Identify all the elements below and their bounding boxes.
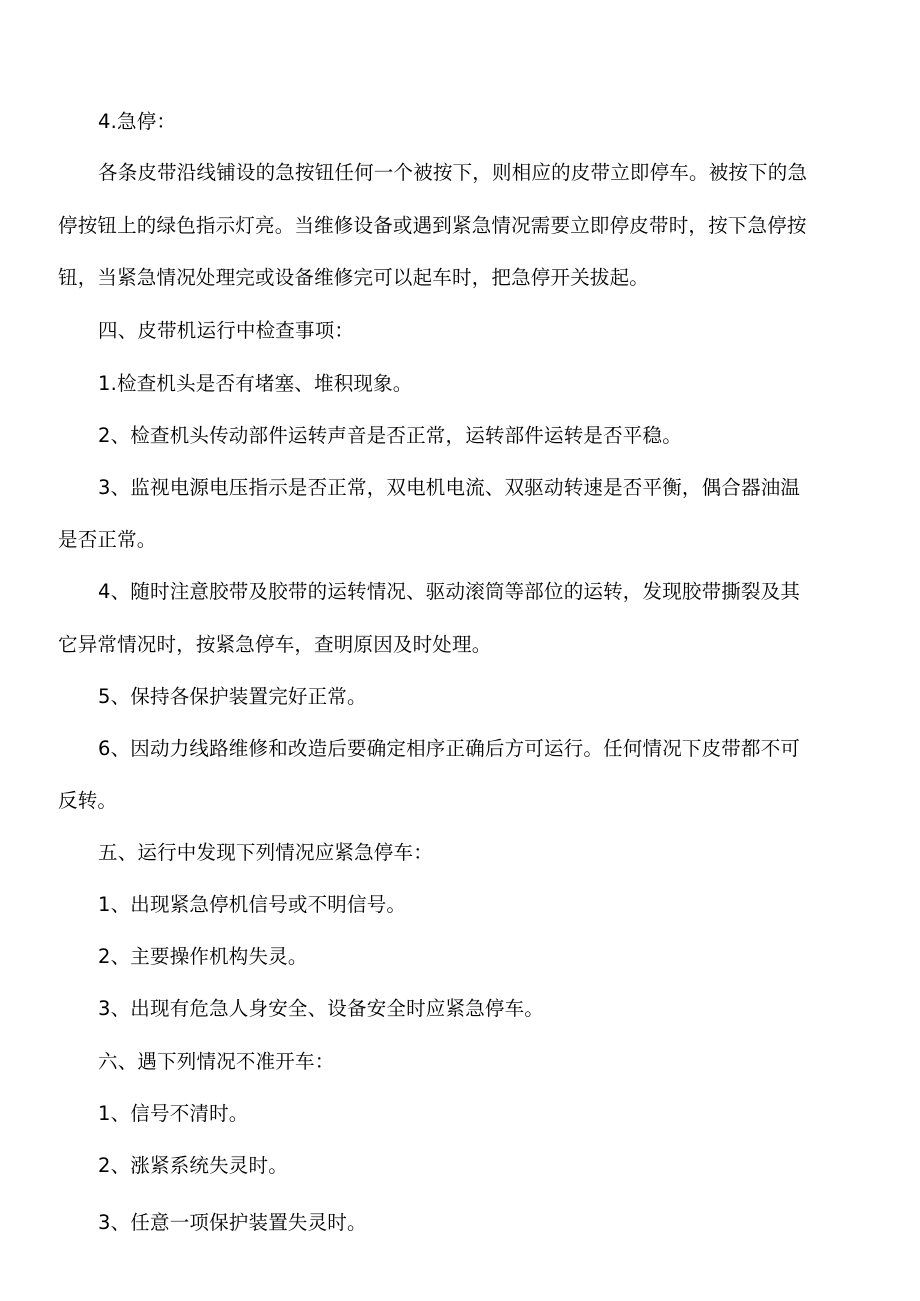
list-item: 3、监视电源电压指示是否正常，双电机电流、双驱动转速是否平衡，偶合器油温 xyxy=(98,476,801,499)
list-item-continuation: 反转。 xyxy=(58,789,118,812)
list-item: 3、任意一项保护装置失灵时。 xyxy=(98,1211,367,1234)
list-item: 6、因动力线路维修和改造后要确定相序正确后方可运行。任何情况下皮带都不可 xyxy=(98,737,801,760)
paragraph-line: 停按钮上的绿色指示灯亮。当维修设备或遇到紧急情况需要立即停皮带时，按下急停按 xyxy=(58,214,807,237)
list-item: 1、出现紧急停机信号或不明信号。 xyxy=(98,893,407,916)
list-item-continuation: 是否正常。 xyxy=(58,528,157,551)
list-item: 1、信号不清时。 xyxy=(98,1102,249,1125)
list-item: 2、主要操作机构失灵。 xyxy=(98,945,308,968)
section-heading-4: 四、皮带机运行中检查事项： xyxy=(98,319,355,342)
list-item: 3、出现有危急人身安全、设备安全时应紧急停车。 xyxy=(98,997,545,1020)
subheading-emergency-stop: 4.急停： xyxy=(98,110,177,133)
list-item-continuation: 它异常情况时，按紧急停车，查明原因及时处理。 xyxy=(58,633,492,656)
section-heading-6: 六、遇下列情况不准开车： xyxy=(98,1050,335,1073)
list-item: 4、随时注意胶带及胶带的运转情况、驱动滚筒等部位的运转，发现胶带撕裂及其 xyxy=(98,580,801,603)
list-item: 5、保持各保护装置完好正常。 xyxy=(98,685,367,708)
section-heading-5: 五、运行中发现下列情况应紧急停车： xyxy=(98,841,433,864)
list-item: 2、检查机头传动部件运转声音是否正常，运转部件运转是否平稳。 xyxy=(98,424,682,447)
paragraph-line: 各条皮带沿线铺设的急按钮任何一个被按下，则相应的皮带立即停车。被按下的急 xyxy=(98,161,808,184)
list-item: 1.检查机头是否有堵塞、堆积现象。 xyxy=(98,372,413,395)
paragraph-line: 钮，当紧急情况处理完或设备维修完可以起车时，把急停开关拔起。 xyxy=(58,266,650,289)
list-item: 2、涨紧系统失灵时。 xyxy=(98,1154,288,1177)
